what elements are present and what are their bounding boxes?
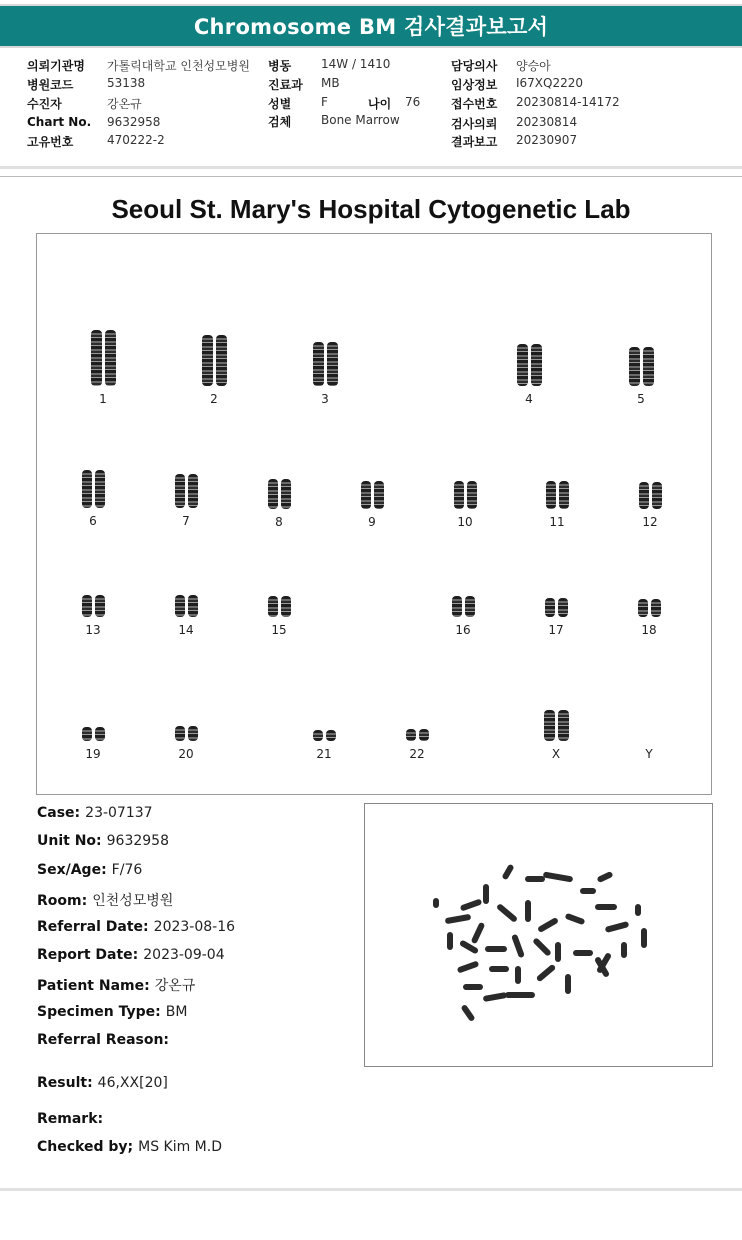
accession-label: 접수번호 bbox=[451, 97, 498, 111]
case-value: 23-07137 bbox=[85, 805, 153, 821]
sex-age-row bbox=[37, 862, 142, 878]
result-date-label: 결과보고 bbox=[451, 135, 498, 149]
unique-no-value: 470222-2 bbox=[107, 133, 165, 147]
checked-by-row bbox=[37, 1139, 222, 1155]
specimen-type-row bbox=[37, 1004, 187, 1020]
chromosome-label: 12 bbox=[642, 515, 658, 529]
chromosome-pair bbox=[350, 481, 394, 529]
chromosome-label: 9 bbox=[368, 515, 376, 529]
karyogram-panel bbox=[36, 233, 712, 795]
chromosome-pair bbox=[71, 595, 115, 637]
chromosome-pair bbox=[257, 479, 301, 529]
chart-no-value: 9632958 bbox=[107, 115, 161, 129]
chromosome-label: 17 bbox=[548, 623, 564, 637]
chromosome-pair bbox=[192, 335, 236, 406]
age-label: 나이 bbox=[368, 97, 392, 111]
chromosome-label: 15 bbox=[271, 623, 287, 637]
chromosome-label: 6 bbox=[89, 514, 97, 528]
hospital-code-value: 53138 bbox=[107, 76, 146, 90]
chromosome-label: 18 bbox=[641, 623, 657, 637]
referral-reason-label: Referral Reason: bbox=[37, 1032, 170, 1048]
lab-title: Seoul St. Mary's Hospital Cytogenetic Lab bbox=[111, 194, 631, 224]
chromosome-pair bbox=[395, 729, 439, 761]
unit-no-label: Unit No: bbox=[37, 833, 102, 849]
report-date-value: 2023-09-04 bbox=[143, 947, 225, 963]
chromosome-pair bbox=[164, 474, 208, 528]
chromosome-pair bbox=[534, 598, 578, 637]
chromosome-pair bbox=[619, 347, 663, 406]
chromosome-pair bbox=[302, 730, 346, 761]
chromosome-label: 4 bbox=[525, 392, 533, 406]
result-date-value: 20230907 bbox=[516, 133, 578, 147]
chromosome-pair bbox=[628, 482, 672, 529]
chromosome-label: 1 bbox=[99, 392, 107, 406]
report-title: Chromosome BM 검사결과보고서 bbox=[193, 15, 549, 39]
patient-name-row bbox=[37, 975, 195, 995]
chromosome-pair bbox=[507, 344, 551, 406]
chromosome-label: 21 bbox=[316, 747, 332, 761]
sex-value: F bbox=[321, 95, 328, 109]
patient-info-panel bbox=[0, 50, 742, 166]
room-row bbox=[37, 890, 173, 910]
doctor-label: 담당의사 bbox=[451, 59, 498, 73]
footer-divider bbox=[0, 1188, 742, 1191]
age-value: 76 bbox=[405, 95, 421, 109]
referral-date-row bbox=[37, 919, 235, 935]
chromosome-pair bbox=[81, 330, 125, 406]
chromosome-label: 16 bbox=[455, 623, 471, 637]
unique-no-label: 고유번호 bbox=[27, 135, 74, 149]
unit-no-row bbox=[37, 833, 169, 849]
chromosome-label: 3 bbox=[321, 392, 329, 406]
unit-no-value: 9632958 bbox=[106, 833, 169, 849]
chromosome-label: 20 bbox=[178, 747, 194, 761]
ward-label: 병동 bbox=[268, 59, 292, 73]
sex-age-value: F/76 bbox=[111, 862, 143, 878]
chromosome-label: 5 bbox=[637, 392, 645, 406]
chromosome-pair bbox=[627, 599, 671, 637]
section-divider bbox=[0, 166, 742, 169]
chart-no-label: Chart No. bbox=[27, 115, 92, 129]
result-label: Result: bbox=[37, 1075, 93, 1091]
institution-value: 가톨릭대학교 인천성모병원 bbox=[107, 59, 250, 73]
chromosome-pair bbox=[534, 710, 578, 761]
metaphase-spread-graphic bbox=[365, 804, 712, 1066]
chromosome-label: 19 bbox=[85, 747, 101, 761]
report-date-label: Report Date: bbox=[37, 947, 139, 963]
clinical-info-value: I67XQ2220 bbox=[516, 76, 584, 90]
chromosome-label: 10 bbox=[457, 515, 473, 529]
referral-reason-row bbox=[37, 1032, 174, 1048]
request-date-label: 검사의뢰 bbox=[451, 117, 498, 131]
request-date-value: 20230814 bbox=[516, 115, 578, 129]
result-row bbox=[37, 1075, 168, 1091]
specimen-type-label: Specimen Type: bbox=[37, 1004, 161, 1020]
patient-value: 강온규 bbox=[107, 97, 142, 111]
chromosome-label: 2 bbox=[210, 392, 218, 406]
chromosome-label: 13 bbox=[85, 623, 101, 637]
chromosome-label: Y bbox=[645, 747, 653, 761]
hospital-code-label: 병원코드 bbox=[27, 78, 74, 92]
chromosome-pair bbox=[164, 595, 208, 637]
case-label: Case: bbox=[37, 805, 81, 821]
referral-date-value: 2023-08-16 bbox=[153, 919, 236, 935]
sex-label: 성별 bbox=[268, 97, 292, 111]
chromosome-pair bbox=[627, 741, 671, 761]
chromosome-pair bbox=[441, 596, 485, 637]
department-label: 진료과 bbox=[268, 78, 303, 92]
patient-name-value: 강온규 bbox=[154, 978, 196, 994]
department-value: MB bbox=[321, 76, 340, 90]
remark-row bbox=[37, 1111, 108, 1127]
specimen-type-value: BM bbox=[165, 1004, 188, 1020]
chromosome-label: X bbox=[551, 747, 561, 761]
chromosome-label: 22 bbox=[409, 747, 425, 761]
chromosome-pair bbox=[443, 481, 487, 529]
room-value: 인천성모병원 bbox=[92, 893, 174, 909]
doctor-value: 양승아 bbox=[516, 59, 551, 73]
patient-name-label: Patient Name: bbox=[37, 978, 150, 994]
chromosome-label: 11 bbox=[549, 515, 565, 529]
metaphase-image bbox=[364, 803, 713, 1067]
case-row bbox=[37, 805, 153, 821]
institution-label: 의뢰기관명 bbox=[27, 59, 85, 73]
specimen-value: Bone Marrow bbox=[321, 113, 400, 127]
chromosome-pair bbox=[71, 470, 115, 528]
chromosome-pair bbox=[164, 726, 208, 761]
referral-date-label: Referral Date: bbox=[37, 919, 149, 935]
chromosome-label: 7 bbox=[182, 514, 190, 528]
section-divider bbox=[0, 176, 742, 177]
clinical-info-label: 임상정보 bbox=[451, 78, 498, 92]
report-title-bar bbox=[0, 4, 742, 48]
result-value: 46,XX[20] bbox=[97, 1075, 168, 1091]
chromosome-pair bbox=[71, 727, 115, 761]
checked-by-label: Checked by; bbox=[37, 1139, 134, 1155]
report-date-row bbox=[37, 947, 225, 963]
remark-label: Remark: bbox=[37, 1111, 104, 1127]
chromosome-pair bbox=[535, 481, 579, 529]
room-label: Room: bbox=[37, 893, 88, 909]
chromosome-pair bbox=[303, 342, 347, 406]
accession-value: 20230814-14172 bbox=[516, 95, 620, 109]
patient-label: 수진자 bbox=[27, 97, 62, 111]
ward-value: 14W / 1410 bbox=[321, 57, 391, 71]
chromosome-label: 14 bbox=[178, 623, 194, 637]
specimen-label: 검체 bbox=[268, 115, 292, 129]
chromosome-pair bbox=[257, 596, 301, 637]
checked-by-value: MS Kim M.D bbox=[138, 1139, 222, 1155]
chromosome-label: 8 bbox=[275, 515, 283, 529]
sex-age-label: Sex/Age: bbox=[37, 862, 107, 878]
